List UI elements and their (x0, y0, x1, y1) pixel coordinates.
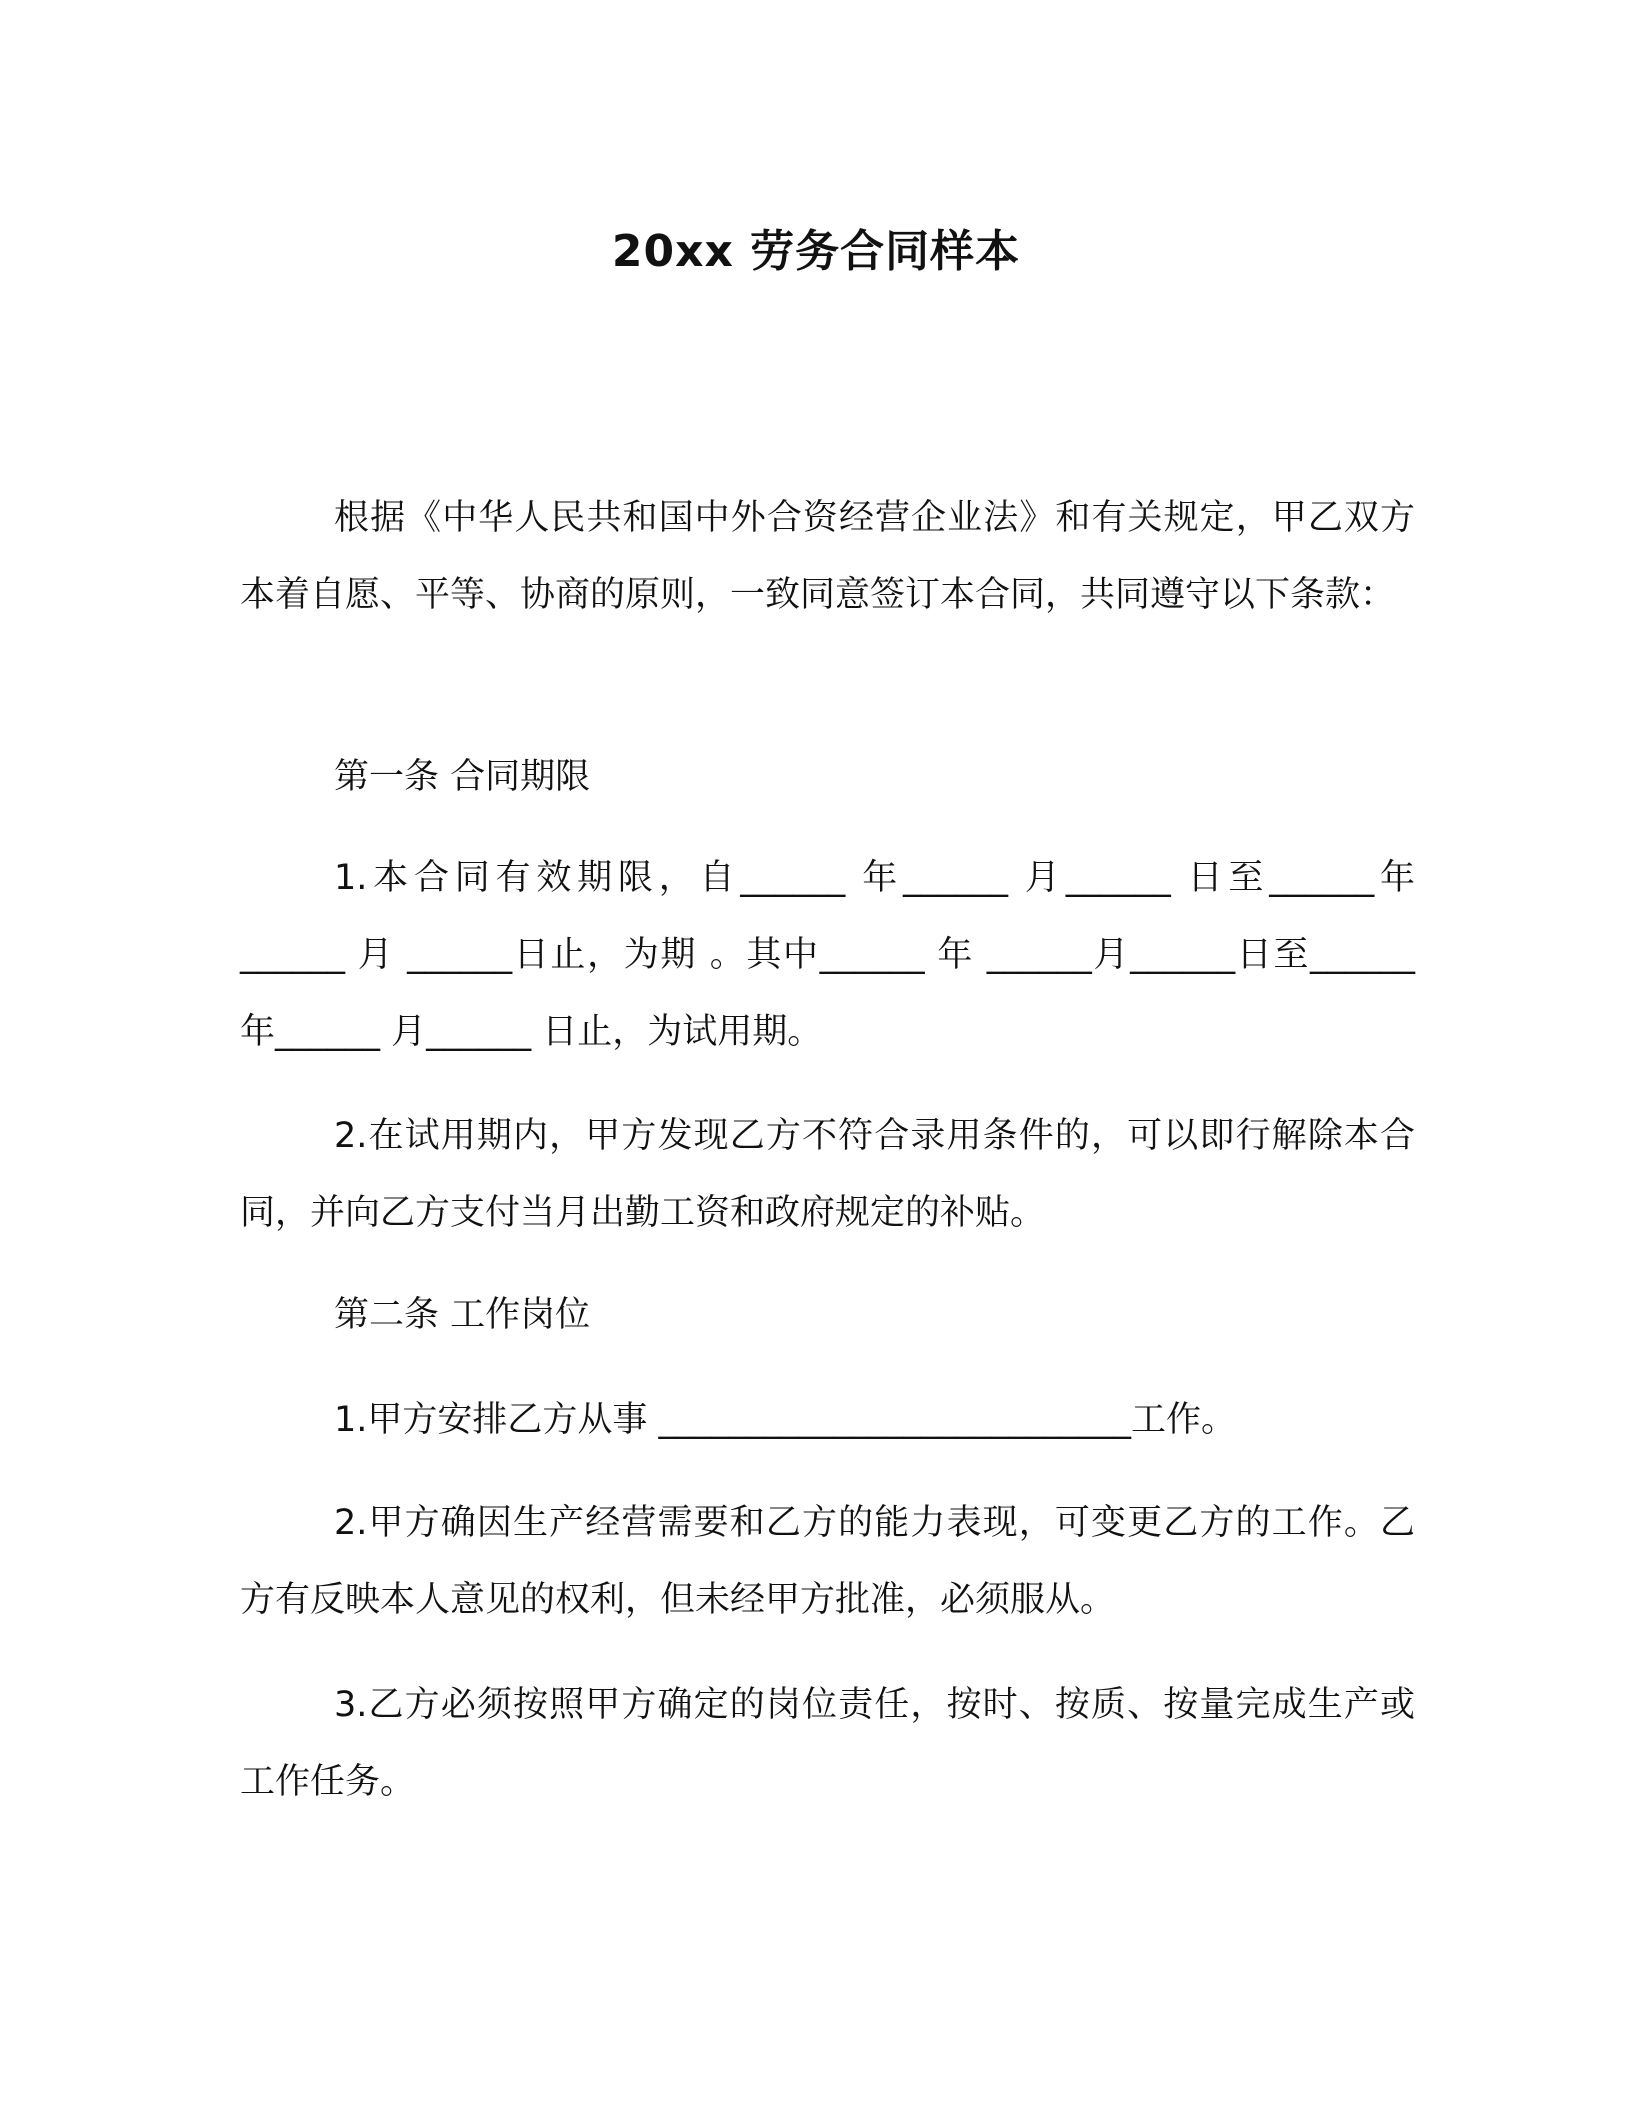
document-title: 20xx 劳务合同样本 (611, 226, 1021, 277)
article-2-clause-2: 2.甲方确因生产经营需要和乙方的能力表现，可变更乙方的工作。乙方有反映本人意见的权利，但未经甲方批准，必须服从。 (240, 1503, 1415, 1620)
article-2-clause-1: 1.甲方安排乙方从事 ___________________________工作。 (334, 1400, 1237, 1440)
article-1-heading: 第一条 合同期限 (334, 757, 591, 797)
article-2-heading: 第二条 工作岗位 (334, 1295, 591, 1335)
article-1-clause-2: 2.在试用期内，甲方发现乙方不符合录用条件的，可以即行解除本合同，并向乙方支付当月出勤工资和政府规定的补贴。 (240, 1116, 1415, 1233)
intro-paragraph: 根据《中华人民共和国中外合资经营企业法》和有关规定，甲乙双方本着自愿、平等、协商的原则，一致同意签订本合同，共同遵守以下条款： (240, 498, 1415, 615)
article-2-clause-3: 3.乙方必须按照甲方确定的岗位责任，按时、按质、按量完成生产或工作任务。 (240, 1685, 1415, 1802)
article-1-clause-1: 1.本合同有效期限，自______ 年______ 月______ 日至______年______ 月 ______日止，为期 。其中______ 年 ______月______日至______ 年______ 月______ 日止，为试用期。 (240, 858, 1415, 1052)
